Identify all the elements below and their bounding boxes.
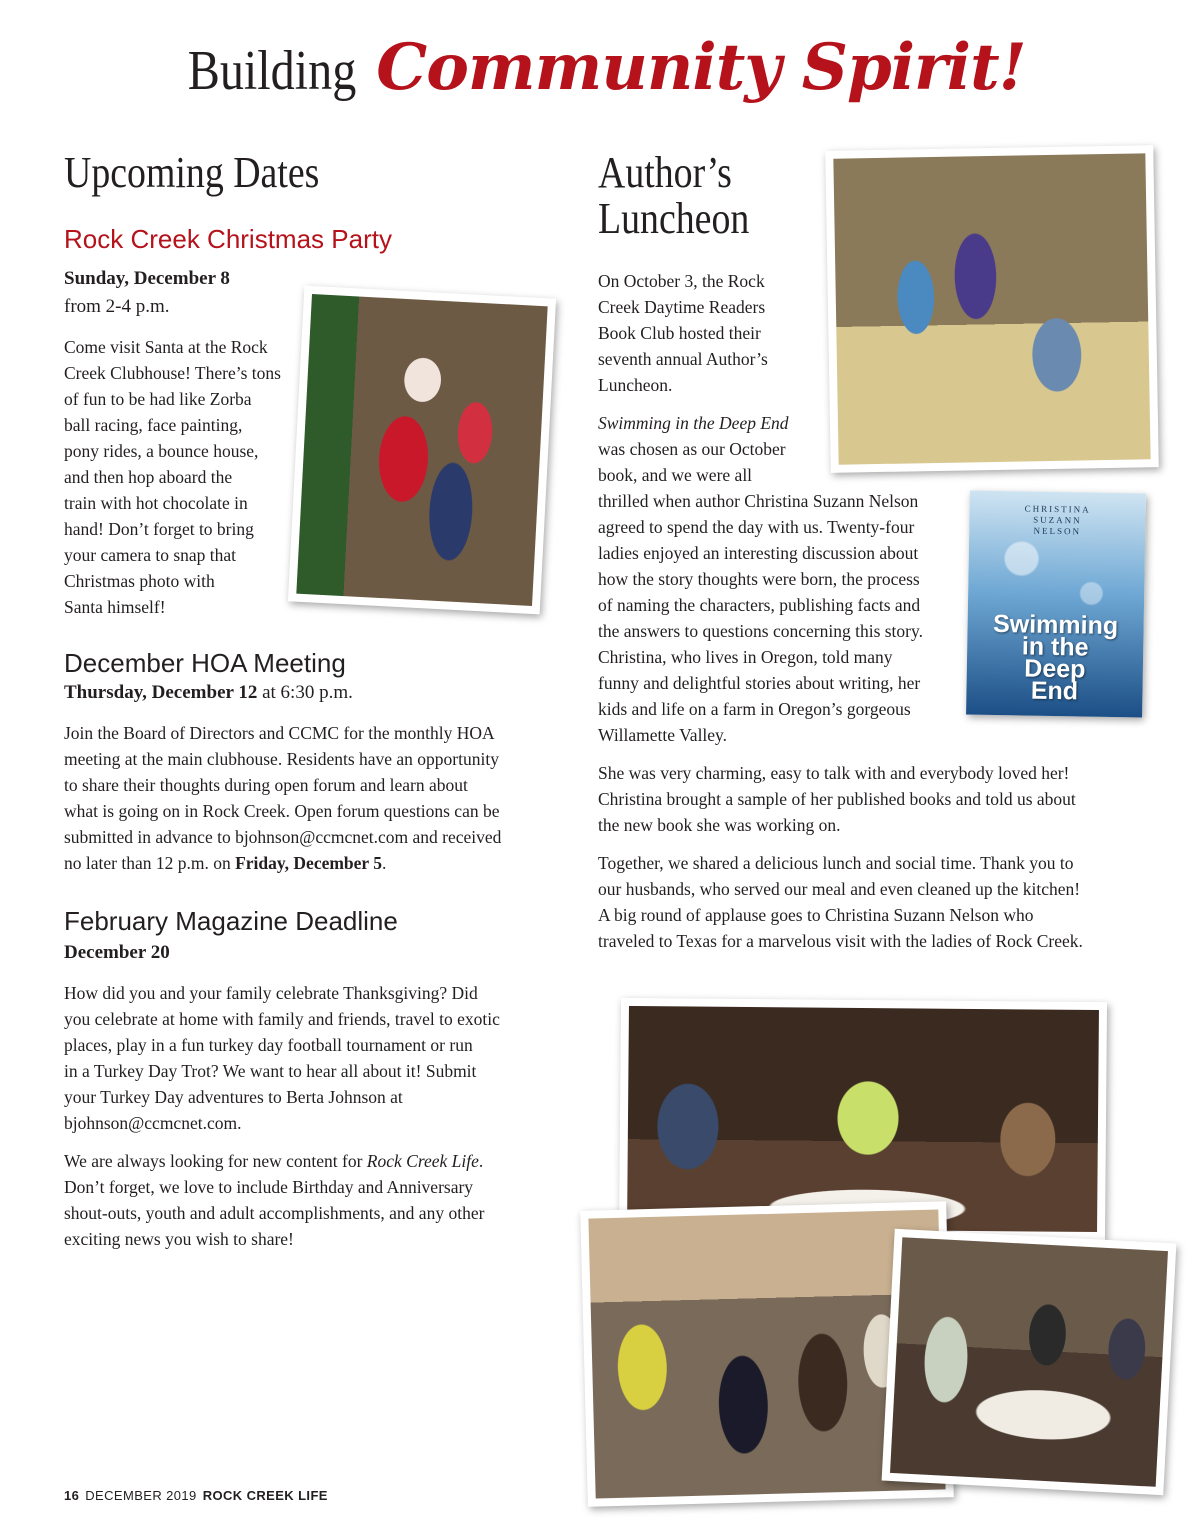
book-title-italic: Swimming in the Deep End [598,413,789,433]
heading-line: Author’s [598,148,732,197]
text-line: our husbands, who served our meal and even cleaned up the kitchen! [598,879,1081,899]
text-line: you celebrate at home with family and friends, travel to exotic [64,1009,500,1029]
text-line: of fun to be had like Zorba [64,389,252,409]
text-line: She was very charming, easy to talk with and everybody loved her! [598,763,1070,783]
authors-luncheon-heading [598,150,749,242]
text-line: thrilled when author Christina Suzann Nelson [598,491,919,511]
text-line: how the story thoughts were born, the process [598,569,920,589]
text-line: Come visit Santa at the Rock [64,337,268,357]
text-line [64,850,544,876]
text-line: and then hop aboard the [64,467,233,487]
text-line: was chosen as our October [598,439,786,459]
text-line: the answers to questions concerning this story. [598,621,923,641]
feb-p2-italic: Rock Creek Life [366,1151,479,1171]
text-line: How did you and your family celebrate Thanksgiving? Did [64,983,478,1003]
masthead-script: Community Spirit! [376,30,1026,105]
book-title-line: End [1030,676,1079,706]
february-deadline-date: December 20 [64,942,170,963]
text-line: the new book she was working on. [598,815,841,835]
upcoming-dates-heading: Upcoming Dates [64,148,320,197]
hoa-last-bold: Friday, December 5 [235,853,383,873]
hoa-last-post: . [382,853,387,873]
heading-line: Luncheon [598,194,750,243]
santa-photo-image [296,294,547,606]
text-line: ladies enjoyed an interesting discussion about [598,543,919,563]
text-line: your camera to snap that [64,545,237,565]
february-deadline-body [64,980,544,1252]
text-line: ball racing, face painting, [64,415,243,435]
text-line: Santa himself! [64,597,166,617]
luncheon-photo-3 [882,1229,1177,1495]
page-footer [64,1488,328,1503]
text-line: of naming the characters, publishing facts and [598,595,921,615]
hoa-meeting-date [64,680,353,706]
magazine-name: ROCK CREEK LIFE [202,1488,328,1503]
christmas-party-title: Rock Creek Christmas Party [64,224,392,254]
book-cover-author [969,502,1146,538]
hoa-date-rest: at 6:30 p.m. [257,682,353,703]
hoa-meeting-body [64,720,544,876]
text-line: book, and we were all [598,465,753,485]
text-line: A big round of applause goes to Christina Suzann Nelson who [598,905,1034,925]
feb-p2-post: . [478,1151,484,1171]
february-deadline-title: February Magazine Deadline [64,906,398,936]
text-line: in a Turkey Day Trot? We want to hear all about it! Submit [64,1061,477,1081]
book-cover [966,490,1146,717]
page-number: 16 [64,1488,80,1503]
text-line: shout-outs, youth and adult accomplishments, and any other [64,1203,485,1223]
text-line: pony rides, a bounce house, [64,441,259,461]
book-author-line: CHRISTINA [1024,503,1091,515]
masthead [0,30,1200,105]
book-author-line: NELSON [1033,525,1082,537]
book-title-line: in the [1021,632,1089,662]
issue-date: DECEMBER 2019 [85,1488,197,1503]
text-line: Willamette Valley. [598,725,728,745]
hoa-last-pre: no later than 12 p.m. on [64,853,236,873]
text-line: Luncheon. [598,375,673,395]
text-line: places, play in a fun turkey day football tournament or run [64,1035,473,1055]
book-cover-title [966,609,1144,706]
text-line: Join the Board of Directors and CCMC for the monthly HOA [64,723,495,743]
text-line: agreed to spend the day with us. Twenty-four [598,517,915,537]
text-line: funny and delightful stories about writing, her [598,673,921,693]
text-line [598,410,1138,436]
christmas-party-body [64,334,294,620]
santa-photo [288,286,556,615]
text-line [64,1148,544,1174]
luncheon-photo-3-image [890,1237,1168,1487]
text-line: Together, we shared a delicious lunch and social time. Thank you to [598,853,1074,873]
text-line: to share their thoughts during open forum and learn about [64,775,468,795]
text-line: exciting news you wish to share! [64,1229,294,1249]
feb-p2-pre: We are always looking for new content for [64,1151,367,1171]
book-title-line: Swimming [992,609,1119,641]
book-cover-image [966,490,1146,717]
luncheon-photo-1-image [627,1006,1099,1232]
text-line: submitted in advance to bjohnson@ccmcnet.com and received [64,827,502,847]
hoa-date-bold: Thursday, December 12 [64,682,258,703]
hoa-meeting-title: December HOA Meeting [64,648,346,678]
book-title-line: Deep [1024,654,1086,684]
masthead-plain: Building [187,40,357,102]
text-line: Christina, who lives in Oregon, told many [598,647,893,667]
text-line: Book Club hosted their [598,323,761,343]
text-line: your Turkey Day adventures to Berta Johnson at [64,1087,403,1107]
text-line: traveled to Texas for a marvelous visit with the ladies of Rock Creek. [598,931,1083,951]
text-line: what is going on in Rock Creek. Open forum questions can be [64,801,500,821]
text-line: seventh annual Author’s [598,349,768,369]
text-line: On October 3, the Rock [598,271,765,291]
text-line: Creek Daytime Readers [598,297,766,317]
christmas-party-date: Sunday, December 8 [64,268,230,289]
text-line: Don’t forget, we love to include Birthday and Anniversary [64,1177,474,1197]
text-line: meeting at the main clubhouse. Residents have an opportunity [64,749,499,769]
christmas-party-time: from 2-4 p.m. [64,296,170,317]
book-author-line: SUZANN [1033,514,1082,526]
text-line: hand! Don’t forget to bring [64,519,254,539]
text-line: train with hot chocolate in [64,493,248,513]
text-line: Christina brought a sample of her published books and told us about [598,789,1076,809]
text-line: kids and life on a farm in Oregon’s gorgeous [598,699,911,719]
text-line: Christmas photo with [64,571,215,591]
text-line: Creek Clubhouse! There’s tons [64,363,281,383]
text-line: bjohnson@ccmcnet.com. [64,1113,242,1133]
